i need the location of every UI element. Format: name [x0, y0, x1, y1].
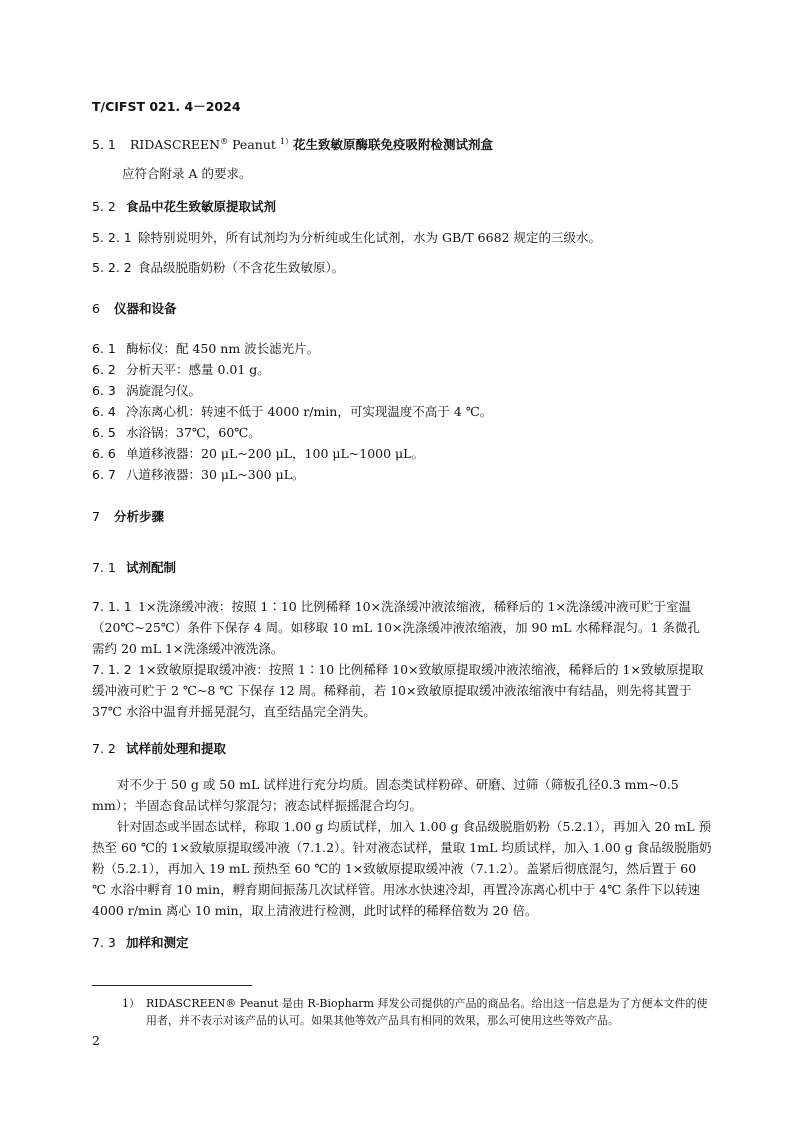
paragraph: 针对固态或半固态试样，称取 1.00 g 均质试样，加入 1.00 g 食品级脱脂奶粉（5.2.1），再加入 20 mL 预热至 60 ℃的 1×致敏原提取缓冲液（7.1.2）。针对液态试样，量取 1mL 均质试样，加入 1.00 g 食品级脱脂奶粉（5.2.1），再加入 19 mL 预热至 60 ℃的 1×致敏原提取缓冲液（7.1.2）。盖紧后彻底混匀，然后置于 60 ℃ 水浴中孵育 10 min，孵育期间振荡几次试样管。用冰水快速冷却，再置冷冻离心机中于 4℃ 条件下以转速 4000 r/min 离心 10 min，取上清液进行检测，此时试样的稀释倍数为 20 倍。 [92, 819, 712, 918]
section-number: 5. 2. 2 [92, 260, 132, 275]
equipment-item [92, 423, 261, 441]
section-number: 5. 2. 1 [92, 230, 132, 245]
section-title: 试样前处理和提取 [126, 741, 227, 756]
section-number: 7. 2 [92, 741, 116, 756]
footnote-line: 用者，并不表示对该产品的认可。如果其他等效产品具有相同的效果，那么可使用这些等效产品。 [146, 1014, 619, 1027]
section-7-1-2 [92, 659, 712, 722]
section-6-heading [92, 299, 177, 317]
equipment-item [92, 360, 270, 378]
paragraph: 对不少于 50 g 或 50 mL 试样进行充分均质。固态类试样粉碎、研磨、过筛（筛板孔径0.3 mm~0.5 mm）；半固态食品试样匀浆混匀；液态试样振摇混合均匀。 [92, 777, 679, 813]
item-text: 酶标仪：配 450 nm 波长滤光片。 [126, 341, 320, 356]
section-title: 花生致敏原酶联免疫吸附检测试剂盒 [292, 137, 493, 152]
section-text: 除特别说明外，所有试剂均为分析纯或生化试剂，水为 GB/T 6682 规定的三级水。 [138, 230, 601, 245]
item-text: 涡旋混匀仪。 [126, 383, 202, 398]
equipment-item [92, 339, 319, 357]
section-7-2-paragraphs [92, 774, 712, 921]
section-number: 7. 3 [92, 935, 116, 950]
item-text: 水浴锅：37℃，60℃。 [126, 425, 261, 440]
section-5-2-heading [92, 197, 276, 215]
equipment-item [92, 444, 424, 462]
equipment-item [92, 402, 492, 420]
section-title: 试剂配制 [126, 560, 177, 575]
item-text: 八道移液器：30 μL~300 μL。 [126, 467, 305, 482]
section-7-1-heading [92, 558, 176, 576]
item-text: 单道移液器：20 μL~200 μL，100 μL~1000 μL。 [126, 446, 424, 461]
section-title: 食品中花生致敏原提取试剂 [126, 199, 277, 214]
section-7-2-heading [92, 739, 226, 757]
section-5-2-2 [92, 258, 344, 276]
section-7-heading [92, 507, 164, 525]
item-number: 6. 5 [92, 425, 116, 440]
section-number: 7. 1. 1 [92, 599, 132, 614]
registered-mark: ® [220, 136, 229, 146]
section-title: 加样和测定 [126, 935, 189, 950]
section-5-1-heading [92, 135, 493, 153]
brand-name: RIDASCREEN [129, 137, 221, 152]
section-5-1-text: 应符合附录 A 的要求。 [122, 166, 252, 181]
section-number: 5. 1 [92, 137, 116, 152]
section-title: 分析步骤 [114, 509, 165, 524]
footnote-ref: 1） [279, 136, 293, 146]
item-number: 6. 4 [92, 404, 116, 419]
item-number: 6. 7 [92, 467, 116, 482]
section-number: 5. 2 [92, 199, 116, 214]
section-5-2-1 [92, 228, 601, 246]
product-name: Peanut [228, 137, 280, 152]
equipment-item [92, 465, 305, 483]
section-7-1-1 [92, 596, 712, 659]
item-number: 6. 1 [92, 341, 116, 356]
section-number: 7. 1. 2 [92, 662, 132, 677]
section-text: 1×洗涤缓冲液：按照 1∶10 比例稀释 10×洗涤缓冲液浓缩液，稀释后的 1×洗涤缓冲液可贮于室温（20℃~25℃）条件下保存 4 周。如移取 10 mL 10×洗涤缓冲液浓缩液，加 90 mL 水稀释混匀。1 条微孔需约 20 mL 1×洗涤缓冲液洗涤。 [92, 599, 700, 656]
section-7-3-heading [92, 933, 189, 951]
item-number: 6. 2 [92, 362, 116, 377]
doc-identifier: T/CIFST 021. 4－2024 [92, 99, 241, 114]
section-title: 仪器和设备 [114, 301, 177, 316]
equipment-item [92, 381, 201, 399]
section-number: 7. 1 [92, 560, 116, 575]
item-text: 分析天平：感量 0.01 g。 [126, 362, 270, 377]
section-number: 7 [92, 509, 100, 524]
item-number: 6. 6 [92, 446, 116, 461]
item-text: 冷冻离心机：转速不低于 4000 r/min，可实现温度不高于 4 ℃。 [126, 404, 493, 419]
footnote-label: 1） [122, 997, 140, 1010]
item-number: 6. 3 [92, 383, 116, 398]
section-number: 6 [92, 301, 100, 316]
section-text: 食品级脱脂奶粉（不含花生致敏原）。 [138, 260, 345, 275]
footnote-line: RIDASCREEN® Peanut 是由 R-Biopharm 拜发公司提供的产品的商品名。给出这一信息是为了方便本文件的使 [146, 997, 708, 1010]
page-number: 2 [92, 1033, 100, 1048]
section-text: 1×致敏原提取缓冲液：按照 1∶10 比例稀释 10×致敏原提取缓冲液浓缩液，稀释后的 1×致敏原提取缓冲液可贮于 2 ℃~8 ℃ 下保存 12 周。稀释前，若 10×致敏原提取缓冲液浓缩液中有结晶，则先将其置于 37℃ 水浴中温育并摇晃混匀，直至结晶完全消失。 [92, 662, 704, 719]
footnote-divider [92, 985, 252, 986]
footnote [122, 995, 722, 1029]
